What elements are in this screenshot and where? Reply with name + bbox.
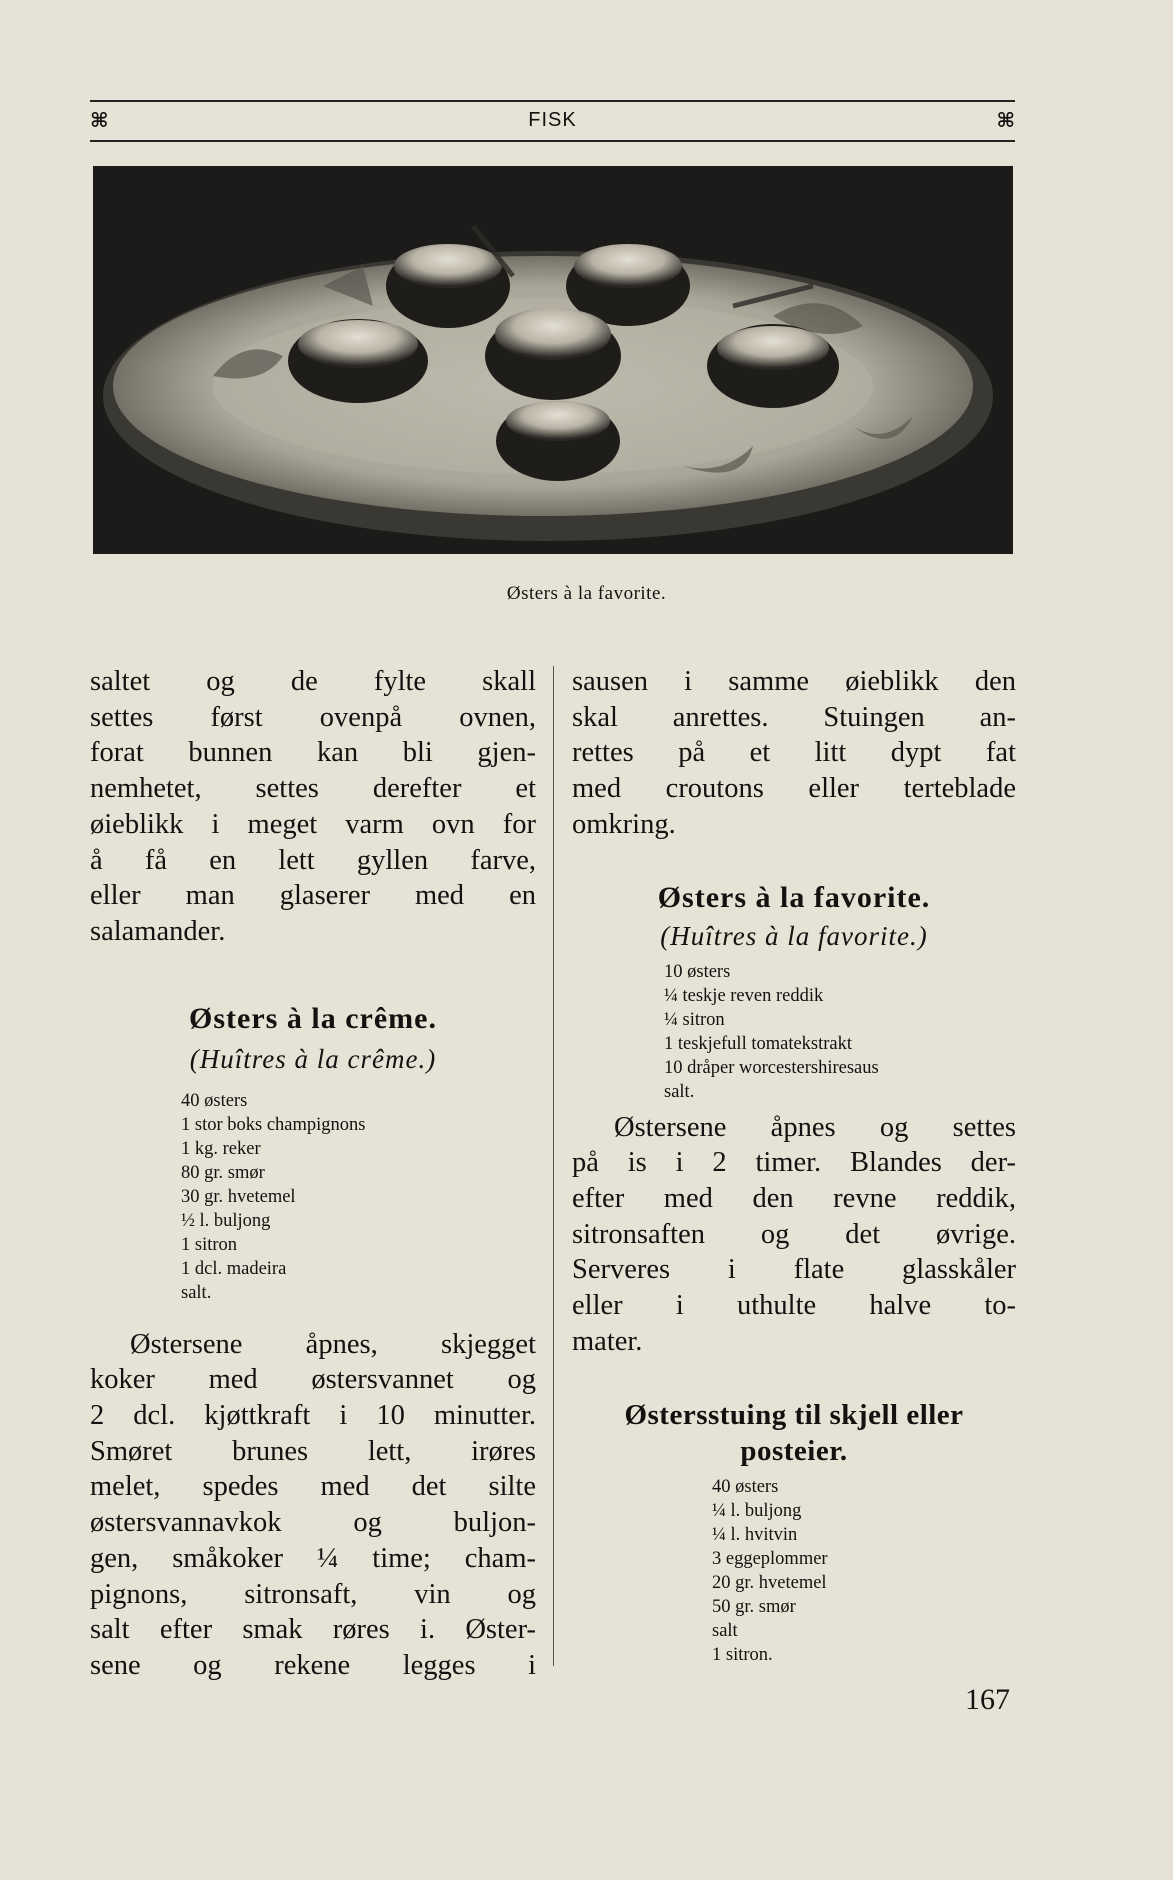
text-line: eller man glaserer med en xyxy=(90,880,536,912)
text-line: omkring. xyxy=(572,808,676,840)
recipe-title-line: Østersstuing til skjell eller xyxy=(624,1399,964,1432)
ingredient-list-favorite xyxy=(664,960,1016,1104)
text-line: sausen i samme øieblikk den xyxy=(572,666,1016,697)
text-line: øieblikk i meget varm ovn for xyxy=(90,808,536,840)
ingredient-item: 1 teskjefull tomatekstrakt xyxy=(664,1033,853,1054)
ingredient-item: 30 gr. hvetemel xyxy=(181,1186,296,1207)
recipe-title-stuing xyxy=(572,1397,1016,1469)
ingredient-item: 1 kg. reker xyxy=(181,1138,261,1159)
recipe-title-favorite: Østers à la favorite. xyxy=(657,880,931,914)
text-line: pignons, sitronsaft, vin og xyxy=(90,1578,536,1610)
text-line: nemhetet, settes derefter et xyxy=(90,773,536,805)
oyster-platter-photo xyxy=(93,166,1013,554)
text-line: gen, småkoker ¼ time; cham- xyxy=(90,1542,536,1574)
text-line: salamander. xyxy=(90,915,226,947)
ingredient-item: 10 dråper worcestershiresaus xyxy=(664,1057,879,1078)
photo-caption: Østers à la favorite. xyxy=(506,583,667,604)
text-line: settes først ovenpå ovnen, xyxy=(90,701,536,733)
text-line: Smøret brunes lett, irøres xyxy=(90,1435,536,1467)
ingredient-item: 1 stor boks champignons xyxy=(181,1114,366,1135)
ingredient-item: 1 dcl. madeira xyxy=(181,1258,287,1279)
ingredient-item: 3 eggeplommer xyxy=(712,1549,828,1570)
text-line: østersvannavkok og buljon- xyxy=(90,1507,536,1539)
text-line: salt efter smak røres i. Øster- xyxy=(90,1614,536,1646)
left-column xyxy=(90,664,536,1684)
ingredient-item: ¼ teskje reven reddik xyxy=(664,985,824,1006)
text-line: Østersene åpnes og settes xyxy=(614,1111,1016,1143)
ingredient-item: 20 gr. hvetemel xyxy=(712,1573,827,1594)
ingredient-list-creme xyxy=(181,1089,536,1305)
text-line: på is i 2 timer. Blandes der- xyxy=(572,1147,1016,1179)
text-line: rettes på et litt dypt fat xyxy=(572,737,1016,769)
ingredient-item: salt. xyxy=(664,1081,695,1102)
text-line: forat bunnen kan bli gjen- xyxy=(90,737,536,769)
ingredient-list-stuing xyxy=(712,1475,1016,1667)
running-header xyxy=(90,100,1015,142)
ingredient-item: ½ l. buljong xyxy=(181,1210,271,1231)
header-ornament-left: ⌘ xyxy=(90,108,109,132)
text-line: koker med østersvannet og xyxy=(90,1364,536,1396)
ingredient-item: 40 østers xyxy=(181,1090,248,1111)
header-title: FISK xyxy=(528,109,577,131)
right-intro-paragraph xyxy=(572,664,1016,843)
ingredient-item: 50 gr. smør xyxy=(712,1597,796,1618)
text-line: skal anrettes. Stuingen an- xyxy=(572,701,1016,733)
method-paragraph-creme xyxy=(90,1327,536,1684)
recipe-title-creme: Østers à la crême. xyxy=(189,1001,437,1035)
text-line: saltet og de fylte skall xyxy=(90,666,536,697)
text-line: å få en lett gyllen farve, xyxy=(90,844,536,876)
text-line: mater. xyxy=(572,1325,643,1357)
text-line: efter med den revne reddik, xyxy=(572,1182,1016,1214)
text-line: med croutons eller terteblade xyxy=(572,773,1016,805)
text-line: sitronsaften og det øvrige. xyxy=(572,1218,1016,1250)
ingredient-item: 1 sitron. xyxy=(712,1645,773,1666)
text-line: sene og rekene legges i xyxy=(90,1649,536,1681)
ingredient-item: ¼ l. hvitvin xyxy=(712,1525,798,1546)
text-line: Østersene åpnes, skjegget xyxy=(130,1328,536,1360)
ingredient-item: salt xyxy=(712,1621,738,1642)
recipe-subtitle-favorite: (Huîtres à la favorite.) xyxy=(660,920,928,951)
header-ornament-right: ⌘ xyxy=(996,108,1015,132)
ingredient-item: 1 sitron xyxy=(181,1234,238,1255)
text-line: Serveres i flate glasskåler xyxy=(572,1254,1016,1286)
ingredient-item: 40 østers xyxy=(712,1477,779,1498)
text-line: melet, spedes med det silte xyxy=(90,1471,536,1503)
ingredient-item: 10 østers xyxy=(664,961,731,982)
column-divider xyxy=(553,666,554,1666)
text-line: eller i uthulte halve to- xyxy=(572,1290,1016,1322)
recipe-subtitle-creme: (Huîtres à la crême.) xyxy=(189,1043,437,1074)
page-number: 167 xyxy=(965,1683,1010,1716)
ingredient-item: ¼ l. buljong xyxy=(712,1501,802,1522)
ingredient-item: ¼ sitron xyxy=(664,1009,725,1030)
right-column xyxy=(572,664,1016,1667)
left-intro-paragraph xyxy=(90,664,536,950)
text-line: 2 dcl. kjøttkraft i 10 minutter. xyxy=(90,1400,536,1432)
recipe-title-line: posteier. xyxy=(740,1435,848,1468)
ingredient-item: 80 gr. smør xyxy=(181,1162,265,1183)
method-paragraph-favorite xyxy=(572,1110,1016,1360)
ingredient-item: salt. xyxy=(181,1282,212,1303)
